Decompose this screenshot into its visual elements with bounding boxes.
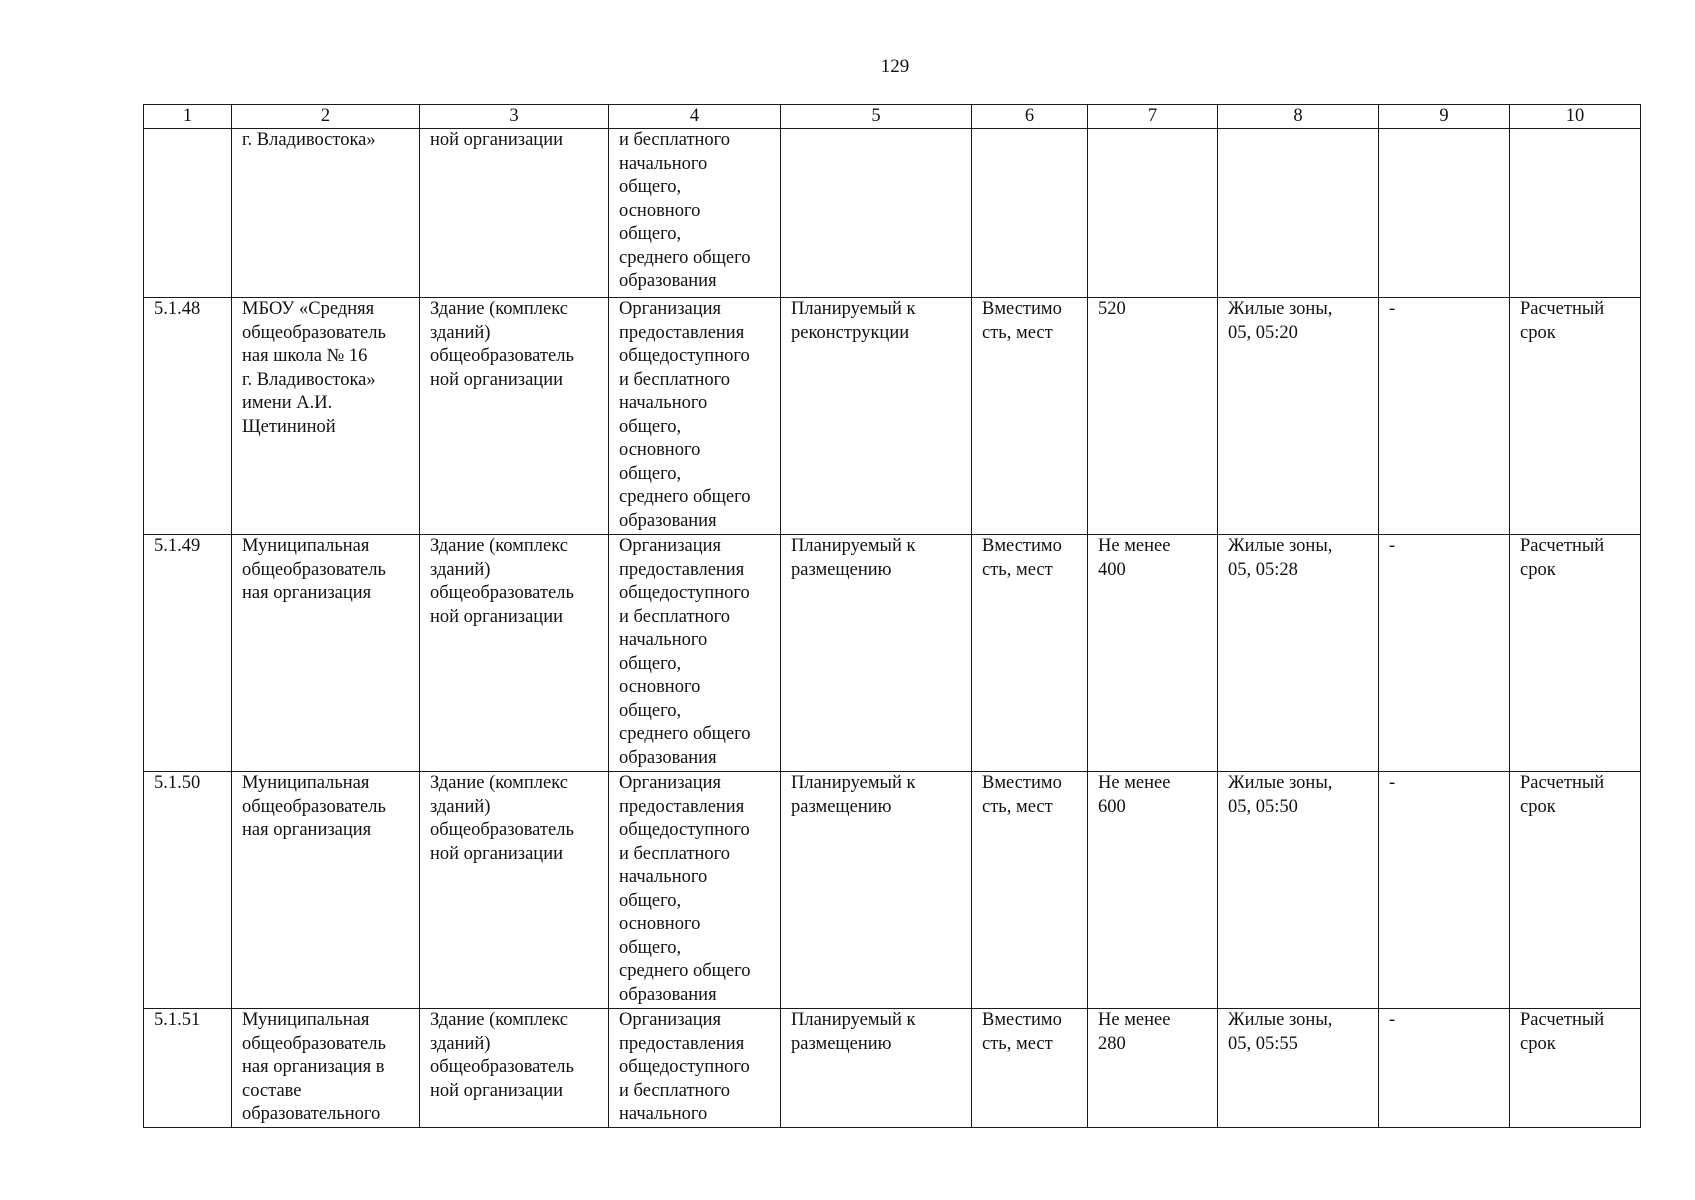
object-type-cell (420, 129, 609, 298)
object-name-cell (232, 535, 420, 772)
cell-text-line: общего, (619, 463, 682, 484)
cell-text-line: сть, мест (982, 322, 1053, 343)
column-number: 5 (781, 105, 972, 129)
table-row (144, 535, 1641, 772)
cell-text-line: зданий) (430, 559, 491, 580)
cell-text-line: 05, 05:28 (1228, 559, 1298, 580)
cell-text-line: сть, мест (982, 796, 1053, 817)
cell-text-line: предоставления (619, 796, 745, 817)
term-cell (1510, 535, 1641, 772)
term-cell (1510, 129, 1641, 298)
cell-text-line: общеобразователь (430, 820, 574, 840)
cell-text-line: Здание (комплекс (430, 1010, 568, 1030)
cell-text-line: Здание (комплекс (430, 299, 568, 319)
cell-text-line: основного (619, 677, 701, 697)
cell-text-line: Не менее (1098, 1010, 1171, 1030)
cell-text-line: начального (619, 393, 708, 413)
cell-text-line: ной организации (430, 130, 563, 150)
cell-text-line: срок (1520, 1033, 1556, 1054)
characteristic-cell (972, 772, 1088, 1009)
table-body (144, 129, 1641, 1128)
object-type-cell (420, 1009, 609, 1128)
cell-text-line: размещению (791, 1033, 892, 1054)
term-cell (1510, 772, 1641, 1009)
zone-cell (1218, 1009, 1379, 1128)
cell-text-line: Организация (619, 299, 722, 319)
column-number: 3 (420, 105, 609, 129)
capacity-cell (1088, 129, 1218, 298)
table-row (144, 129, 1641, 298)
cell-text-line: ной организации (430, 843, 563, 864)
cell-text-line: сть, мест (982, 1033, 1053, 1054)
cell-text-line: и бесплатного (619, 369, 731, 390)
cell-text-line: Вместимо (982, 536, 1062, 556)
column-number-row (144, 105, 1641, 129)
cell-text-line: Расчетный (1520, 536, 1605, 556)
purpose-cell (609, 1009, 781, 1128)
cell-text-line: Муниципальная (242, 1010, 370, 1030)
zone-cell (1218, 298, 1379, 535)
zone-cell (1218, 772, 1379, 1009)
cell-text-line: размещению (791, 796, 892, 817)
cell-text-line: основного (619, 200, 701, 221)
object-name-cell (232, 772, 420, 1009)
extra-cell (1379, 129, 1510, 298)
object-type-cell (420, 772, 609, 1009)
cell-text-line: Планируемый к (791, 1010, 916, 1030)
cell-text-line: 05, 05:50 (1228, 796, 1298, 817)
extra-cell (1379, 535, 1510, 772)
cell-text-line: среднего общего (619, 961, 751, 981)
cell-text-line: 600 (1098, 796, 1126, 817)
cell-text-line: Вместимо (982, 773, 1062, 793)
status-cell (781, 772, 972, 1009)
purpose-cell (609, 535, 781, 772)
cell-text-line: общедоступного (619, 346, 750, 366)
cell-text-line: общедоступного (619, 1057, 750, 1077)
purpose-cell (609, 298, 781, 535)
cell-text-line: ная школа № 16 (242, 346, 368, 366)
cell-text-line: зданий) (430, 322, 491, 343)
cell-text-line: Организация (619, 1010, 722, 1030)
characteristic-cell (972, 1009, 1088, 1128)
cell-text-line: и бесплатного (619, 130, 731, 150)
cell-text-line: общего, (619, 177, 682, 197)
cell-text-line: Не менее (1098, 536, 1171, 556)
column-number: 2 (232, 105, 420, 129)
cell-text-line: основного (619, 440, 701, 460)
cell-text-line: общеобразователь (242, 1033, 386, 1054)
cell-text-line: Организация (619, 773, 722, 793)
cell-text-line: Расчетный (1520, 299, 1605, 319)
cell-text-line: Организация (619, 536, 722, 556)
cell-text-line: г. Владивостока» (242, 130, 376, 150)
cell-text-line: предоставления (619, 322, 745, 343)
cell-text-line: срок (1520, 559, 1556, 580)
cell-text-line: среднего общего (619, 724, 751, 744)
cell-text-line: общеобразователь (242, 322, 386, 343)
term-cell (1510, 298, 1641, 535)
item-number-cell (144, 129, 232, 298)
cell-text-line: Вместимо (982, 299, 1062, 319)
cell-text-line: - (1389, 299, 1396, 319)
status-cell (781, 1009, 972, 1128)
cell-text-line: 520 (1098, 299, 1126, 319)
characteristic-cell (972, 535, 1088, 772)
cell-text-line: общего, (619, 224, 682, 244)
column-number: 7 (1088, 105, 1218, 129)
cell-text-line: и бесплатного (619, 1080, 731, 1101)
cell-text-line: составе (242, 1080, 302, 1101)
planning-table (143, 104, 1641, 1128)
column-number: 6 (972, 105, 1088, 129)
cell-text-line: и бесплатного (619, 843, 731, 864)
cell-text-line: образования (619, 271, 717, 291)
cell-text-line: образования (619, 984, 717, 1005)
column-number: 10 (1510, 105, 1641, 129)
cell-text-line: ной организации (430, 606, 563, 627)
item-number-cell (144, 298, 232, 535)
cell-text-line: образовательного (242, 1104, 381, 1124)
item-number-cell (144, 772, 232, 1009)
cell-text-line: образования (619, 510, 717, 531)
extra-cell (1379, 1009, 1510, 1128)
item-number-cell (144, 535, 232, 772)
cell-text-line: ной организации (430, 1080, 563, 1101)
extra-cell (1379, 772, 1510, 1009)
cell-text-line: Муниципальная (242, 536, 370, 556)
cell-text-line: Жилые зоны, (1228, 536, 1333, 556)
column-number: 8 (1218, 105, 1379, 129)
column-number: 4 (609, 105, 781, 129)
cell-text-line: зданий) (430, 1033, 491, 1054)
item-number-cell (144, 1009, 232, 1128)
cell-text-line: размещению (791, 559, 892, 580)
cell-text-line: ная организация (242, 583, 372, 603)
cell-text-line: г. Владивостока» (242, 369, 376, 390)
capacity-cell (1088, 772, 1218, 1009)
cell-text-line: Здание (комплекс (430, 536, 568, 556)
status-cell (781, 298, 972, 535)
cell-text-line: реконструкции (791, 322, 910, 343)
cell-text-line: 5.1.50 (154, 773, 201, 793)
table-row (144, 298, 1641, 535)
cell-text-line: Расчетный (1520, 1010, 1605, 1030)
cell-text-line: ная организация (242, 820, 372, 840)
extra-cell (1379, 298, 1510, 535)
status-cell (781, 129, 972, 298)
cell-text-line: сть, мест (982, 559, 1053, 580)
cell-text-line: Муниципальная (242, 773, 370, 793)
cell-text-line: 280 (1098, 1033, 1126, 1054)
cell-text-line: основного (619, 914, 701, 934)
cell-text-line: предоставления (619, 1033, 745, 1054)
purpose-cell (609, 129, 781, 298)
column-number: 1 (144, 105, 232, 129)
cell-text-line: предоставления (619, 559, 745, 580)
cell-text-line: МБОУ «Средняя (242, 299, 375, 319)
object-name-cell (232, 129, 420, 298)
cell-text-line: общего, (619, 700, 682, 721)
cell-text-line: среднего общего (619, 487, 751, 507)
zone-cell (1218, 129, 1379, 298)
cell-text-line: Планируемый к (791, 773, 916, 793)
cell-text-line: 5.1.48 (154, 299, 201, 319)
characteristic-cell (972, 129, 1088, 298)
cell-text-line: начального (619, 630, 708, 650)
cell-text-line: общедоступного (619, 820, 750, 840)
cell-text-line: - (1389, 536, 1396, 556)
cell-text-line: общеобразователь (242, 796, 386, 817)
cell-text-line: Не менее (1098, 773, 1171, 793)
cell-text-line: образования (619, 747, 717, 768)
cell-text-line: общеобразователь (242, 559, 386, 580)
cell-text-line: ная организация в (242, 1057, 385, 1077)
object-type-cell (420, 535, 609, 772)
cell-text-line: общедоступного (619, 583, 750, 603)
cell-text-line: Вместимо (982, 1010, 1062, 1030)
status-cell (781, 535, 972, 772)
cell-text-line: общего, (619, 653, 682, 674)
cell-text-line: ной организации (430, 369, 563, 390)
capacity-cell (1088, 1009, 1218, 1128)
cell-text-line: общего, (619, 890, 682, 911)
capacity-cell (1088, 535, 1218, 772)
table-row (144, 772, 1641, 1009)
cell-text-line: начального (619, 1104, 708, 1124)
cell-text-line: Планируемый к (791, 536, 916, 556)
cell-text-line: общеобразователь (430, 583, 574, 603)
cell-text-line: Жилые зоны, (1228, 773, 1333, 793)
cell-text-line: начального (619, 153, 708, 174)
cell-text-line: общего, (619, 416, 682, 437)
cell-text-line: общего, (619, 937, 682, 958)
cell-text-line: срок (1520, 322, 1556, 343)
cell-text-line: - (1389, 1010, 1396, 1030)
cell-text-line: 400 (1098, 559, 1126, 580)
page-number: 129 (880, 56, 910, 77)
cell-text-line: Расчетный (1520, 773, 1605, 793)
cell-text-line: - (1389, 773, 1396, 793)
zone-cell (1218, 535, 1379, 772)
characteristic-cell (972, 298, 1088, 535)
purpose-cell (609, 772, 781, 1009)
cell-text-line: 05, 05:55 (1228, 1033, 1298, 1054)
cell-text-line: 05, 05:20 (1228, 322, 1298, 343)
cell-text-line: и бесплатного (619, 606, 731, 627)
cell-text-line: Щетининой (242, 416, 336, 437)
term-cell (1510, 1009, 1641, 1128)
cell-text-line: среднего общего (619, 247, 751, 268)
capacity-cell (1088, 298, 1218, 535)
cell-text-line: Здание (комплекс (430, 773, 568, 793)
cell-text-line: начального (619, 867, 708, 887)
cell-text-line: общеобразователь (430, 1057, 574, 1077)
cell-text-line: Жилые зоны, (1228, 1010, 1333, 1030)
table-row (144, 1009, 1641, 1128)
object-name-cell (232, 1009, 420, 1128)
object-type-cell (420, 298, 609, 535)
cell-text-line: зданий) (430, 796, 491, 817)
cell-text-line: Планируемый к (791, 299, 916, 319)
cell-text-line: 5.1.49 (154, 536, 201, 556)
cell-text-line: 5.1.51 (154, 1010, 201, 1030)
cell-text-line: Жилые зоны, (1228, 299, 1333, 319)
cell-text-line: имени А.И. (242, 393, 333, 413)
cell-text-line: срок (1520, 796, 1556, 817)
column-number: 9 (1379, 105, 1510, 129)
cell-text-line: общеобразователь (430, 346, 574, 366)
object-name-cell (232, 298, 420, 535)
